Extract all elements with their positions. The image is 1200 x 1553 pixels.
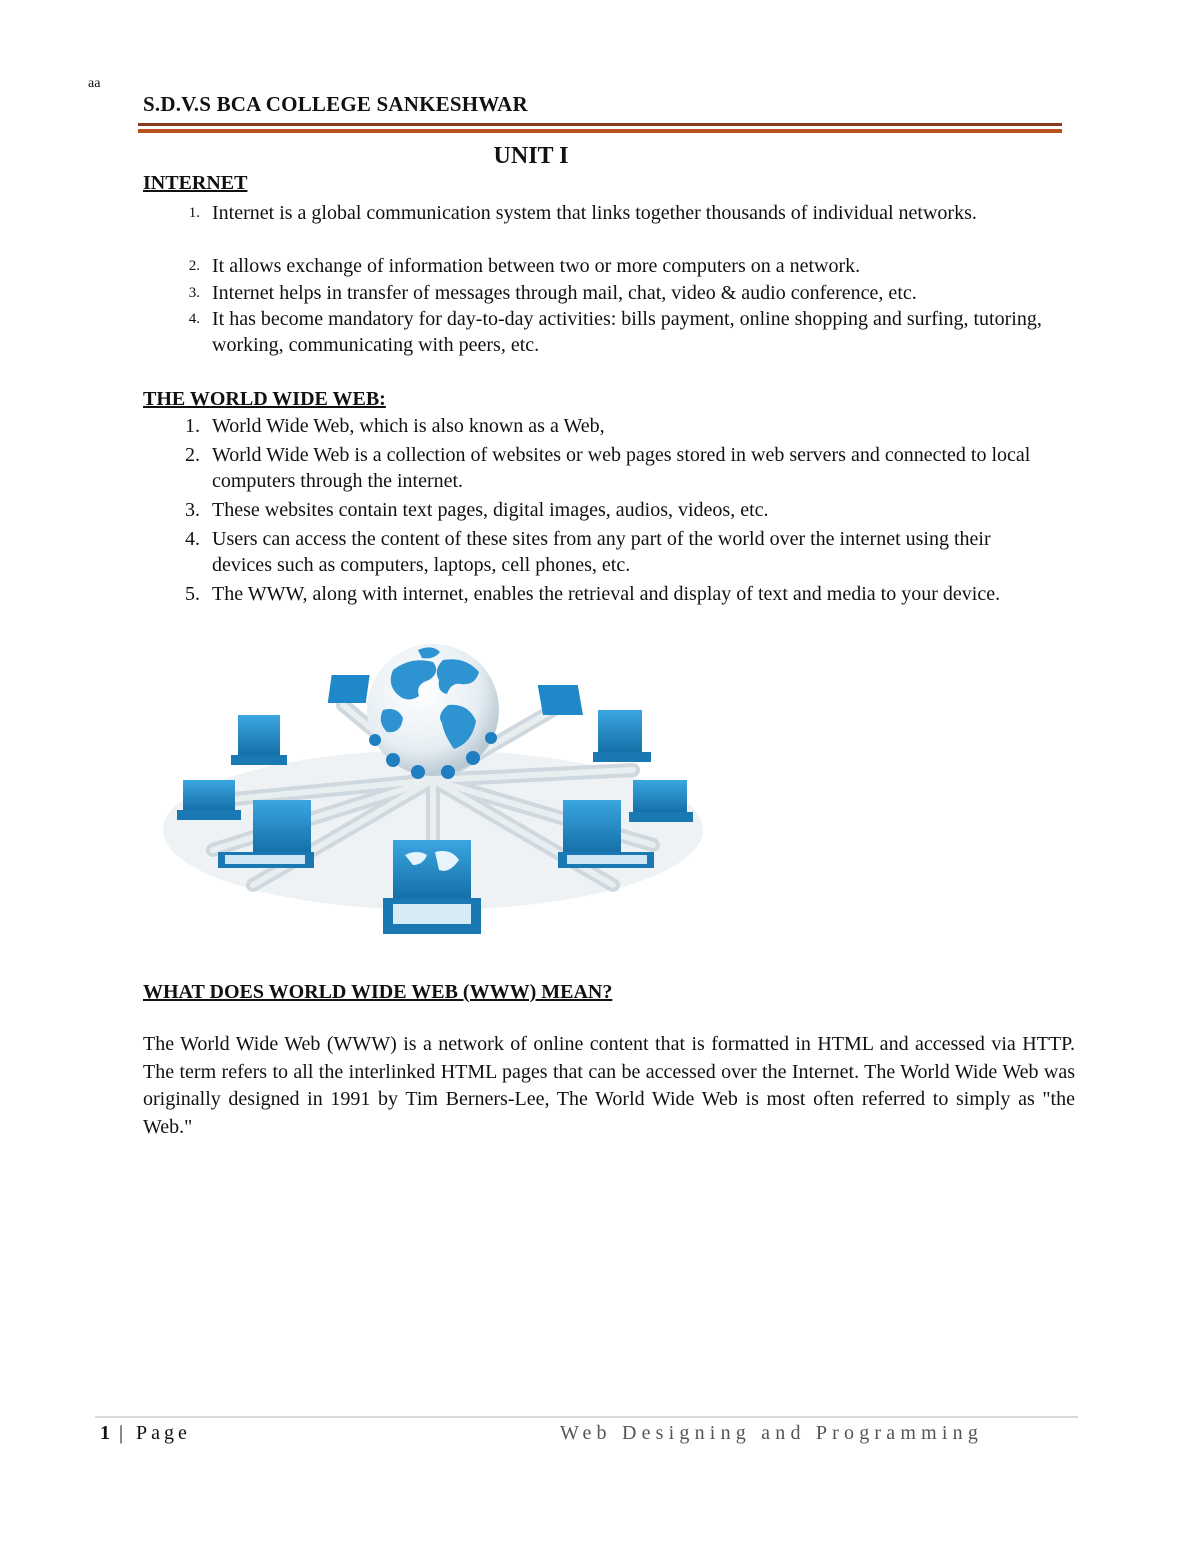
www-list — [185, 413, 1042, 607]
unit-title-wrap — [0, 143, 1062, 170]
list-number: 5. — [185, 583, 200, 605]
www-heading: THE WORLD WIDE WEB: — [143, 388, 386, 410]
list-text: World Wide Web is a collection of websites or web pages stored in web servers and connected to local computers through the internet. — [212, 444, 1031, 492]
internet-list — [188, 200, 1042, 358]
list-item — [188, 280, 1042, 306]
footer-rule — [95, 1416, 1078, 1418]
list-text: It allows exchange of information between two or more computers on a network. — [212, 255, 861, 277]
list-number: 3. — [185, 499, 200, 521]
list-number: 3. — [188, 285, 200, 301]
meaning-heading: WHAT DOES WORLD WIDE WEB (WWW) MEAN? — [143, 981, 613, 1003]
list-text: Internet helps in transfer of messages through mail, chat, video & audio conference, etc. — [212, 282, 917, 304]
internet-heading: INTERNET — [143, 172, 248, 194]
list-item — [188, 200, 1042, 252]
footer-page — [100, 1422, 191, 1445]
list-text: The WWW, along with internet, enables the retrieval and display of text and media to your device. — [212, 583, 1001, 605]
list-number: 2. — [185, 444, 200, 466]
meaning-paragraph: The World Wide Web (WWW) is a network of online content that is formatted in HTML and accessed via HTTP. The term refers to all the interlinked HTML pages that can be accessed over the Internet. The World Wide Web was originally designed in 1991 by Tim Berners-Lee, The World Wide Web is most often referred to simply as "the Web." — [143, 1033, 1075, 1138]
globe-network-laptops-icon — [143, 630, 718, 950]
list-number: 4. — [185, 528, 200, 550]
list-text: These websites contain text pages, digital images, audios, videos, etc. — [212, 499, 769, 521]
list-item — [188, 253, 1042, 279]
header-rule-dark — [138, 123, 1062, 126]
list-text: World Wide Web, which is also known as a Web, — [212, 415, 605, 437]
list-text: Users can access the content of these sites from any part of the world over the internet using their devices such as computers, laptops, cell phones, etc. — [212, 528, 991, 576]
header-rule-light — [138, 129, 1062, 133]
list-text: Internet is a global communication system that links together thousands of individual networks. — [212, 202, 977, 224]
footer-subject: Web Designing and Programming — [560, 1422, 984, 1444]
list-number: 1. — [188, 205, 200, 221]
page-number: 1 — [100, 1422, 110, 1444]
list-number: 2. — [188, 258, 200, 274]
list-text: It has become mandatory for day-to-day activities: bills payment, online shopping and surfing, tutoring, working, communicating with peers, etc. — [212, 308, 1042, 356]
list-item — [185, 497, 1042, 523]
list-number: 4. — [188, 311, 200, 327]
unit-title: UNIT I — [493, 143, 569, 169]
list-item — [185, 581, 1042, 607]
list-item — [188, 306, 1042, 358]
corner-mark: aa — [88, 76, 101, 91]
page-label: | Page — [119, 1422, 191, 1444]
list-item — [185, 413, 1042, 439]
list-item — [185, 442, 1042, 494]
college-header: S.D.V.S BCA COLLEGE SANKESHWAR — [143, 92, 528, 116]
list-number: 1. — [185, 415, 200, 437]
list-item — [185, 526, 1042, 578]
